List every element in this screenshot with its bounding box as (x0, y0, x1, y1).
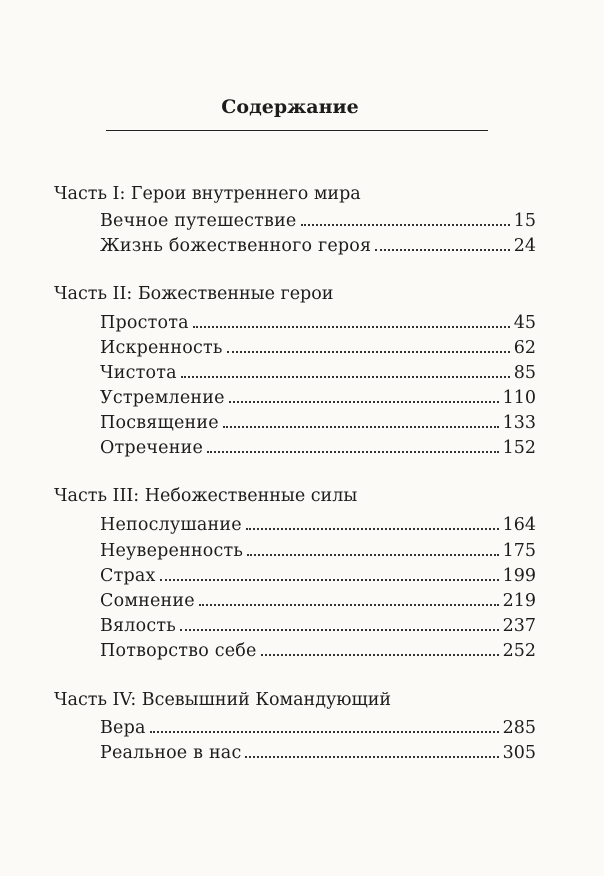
toc-entry[interactable] (100, 562, 536, 586)
toc-entry[interactable] (100, 537, 536, 561)
dot-leader (245, 756, 498, 758)
entry-page-number: 164 (502, 515, 536, 535)
entry-page-number: 62 (513, 338, 536, 358)
entry-page-number: 133 (502, 413, 536, 433)
toc-entry[interactable] (100, 739, 536, 763)
dot-leader (193, 326, 510, 328)
page-title: Содержание (221, 96, 359, 118)
toc-entry[interactable] (100, 207, 536, 231)
toc-entry[interactable] (100, 359, 536, 383)
dot-leader (227, 351, 510, 353)
entry-label: Непослушание (100, 515, 242, 535)
dot-leader (160, 579, 499, 581)
entry-page-number: 237 (502, 616, 536, 636)
title-rule (106, 130, 488, 131)
entry-page-number: 252 (502, 641, 536, 661)
entry-page-number: 175 (502, 541, 536, 561)
entry-page-number: 24 (513, 236, 536, 256)
toc-entry[interactable] (100, 232, 536, 256)
entry-label: Потворство себе (100, 641, 257, 661)
dot-leader (150, 731, 499, 733)
entry-label: Чистота (100, 363, 177, 383)
dot-leader (375, 249, 509, 251)
entry-page-number: 110 (502, 388, 536, 408)
toc-entry[interactable] (100, 714, 536, 738)
entry-label: Реальное в нас (100, 743, 242, 763)
dot-leader (223, 426, 499, 428)
dot-leader (181, 376, 510, 378)
entry-label: Вечное путешествие (100, 211, 297, 231)
dot-leader (229, 401, 499, 403)
entry-label: Простота (100, 313, 189, 333)
dot-leader (301, 224, 510, 226)
part-title: Часть II: Божественные герои (54, 284, 334, 304)
part-title: Часть III: Небожественные силы (54, 486, 358, 506)
part-title: Часть I: Герои внутреннего мира (54, 184, 361, 204)
entry-label: Вялость (100, 616, 176, 636)
entry-page-number: 152 (502, 438, 536, 458)
entry-page-number: 285 (502, 718, 536, 738)
dot-leader (199, 604, 499, 606)
entry-label: Сомнение (100, 591, 195, 611)
part-title: Часть IV: Всевышний Командующий (54, 690, 392, 710)
entry-page-number: 199 (502, 566, 536, 586)
entry-label: Отречение (100, 438, 203, 458)
toc-entry[interactable] (100, 409, 536, 433)
toc-entry[interactable] (100, 612, 536, 636)
toc-entry[interactable] (100, 637, 536, 661)
toc-entry[interactable] (100, 334, 536, 358)
dot-leader (261, 654, 499, 656)
entry-page-number: 219 (502, 591, 536, 611)
entry-label: Вера (100, 718, 146, 738)
entry-label: Неуверенность (100, 541, 244, 561)
toc-entry[interactable] (100, 309, 536, 333)
entry-page-number: 305 (502, 743, 536, 763)
dot-leader (247, 554, 498, 556)
dot-leader (246, 528, 499, 530)
entry-label: Искренность (100, 338, 223, 358)
toc-entry[interactable] (100, 587, 536, 611)
entry-page-number: 15 (513, 211, 536, 231)
entry-page-number: 85 (513, 363, 536, 383)
entry-page-number: 45 (513, 313, 536, 333)
entry-label: Жизнь божественного героя (100, 236, 372, 256)
entry-label: Страх (100, 566, 156, 586)
toc-entry[interactable] (100, 511, 536, 535)
entry-label: Посвящение (100, 413, 219, 433)
toc-entry[interactable] (100, 384, 536, 408)
dot-leader (207, 451, 499, 453)
dot-leader (180, 629, 499, 631)
toc-entry[interactable] (100, 434, 536, 458)
entry-label: Устремление (100, 388, 225, 408)
